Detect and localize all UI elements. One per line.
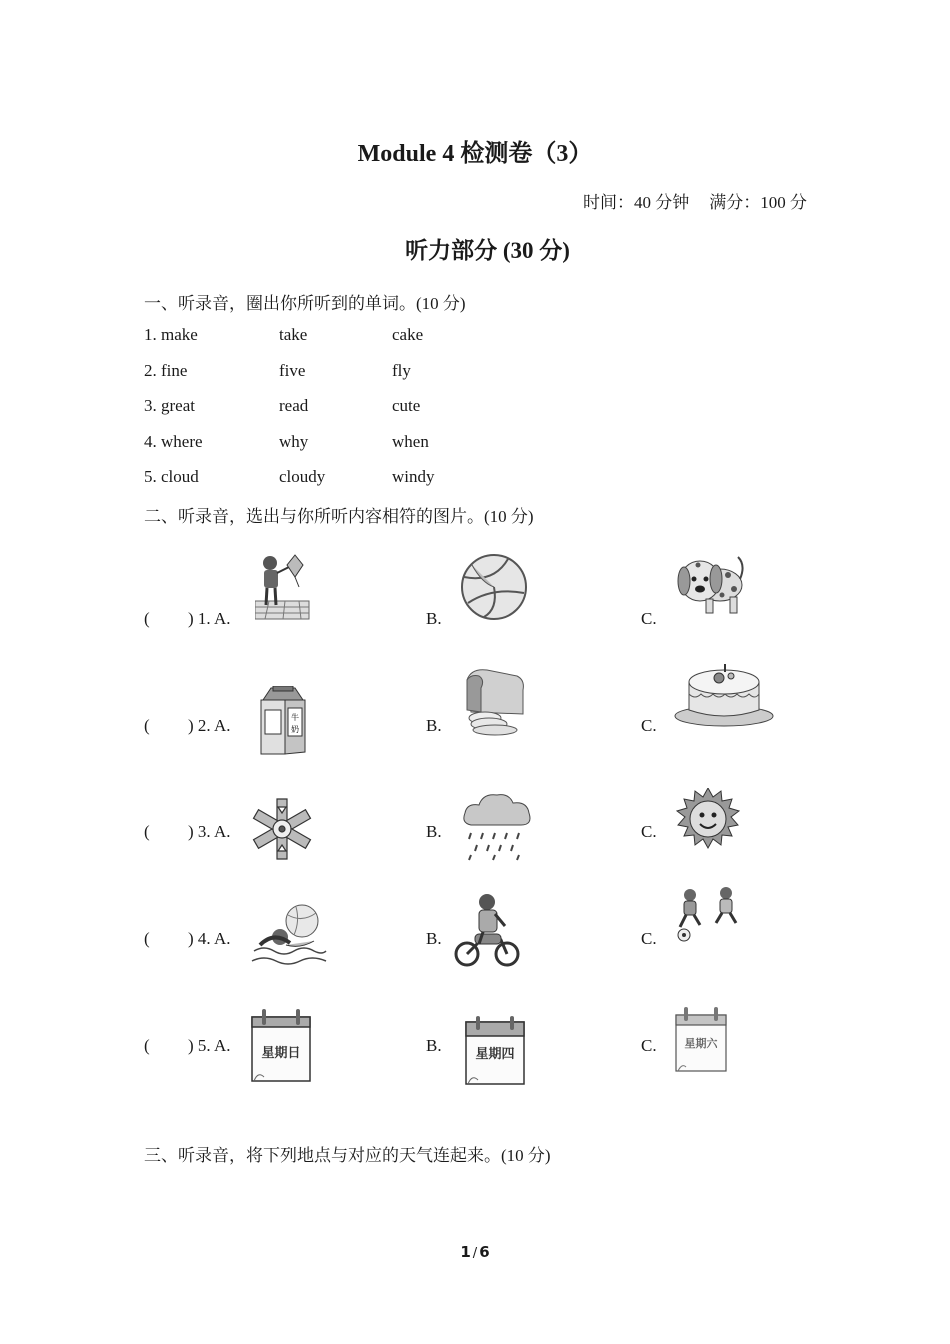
calendar-saturday-image [674, 1007, 728, 1073]
option-c-label: C. [641, 609, 657, 628]
birthday-cake-image [673, 660, 775, 728]
boy-on-motorbike-image [451, 892, 521, 968]
section-title: 听力部分 (30 分) [405, 238, 570, 263]
answer-bracket[interactable]: ( [144, 822, 150, 841]
calendar-label: 星期四 [475, 1047, 515, 1062]
q2-item-5: ( ) 5. A. [144, 1036, 231, 1055]
q1-word: 1. make [144, 325, 198, 344]
q2-item-1: ( ) 1. A. [144, 609, 231, 628]
q2-item-4: ( ) 4. A. [144, 929, 231, 948]
answer-bracket[interactable]: ( [144, 716, 150, 735]
milk-label-bottom: 奶 [291, 725, 299, 734]
total-pages: 6 [479, 1243, 490, 1261]
q1-word: windy [392, 467, 435, 486]
q3-heading: 三、听录音，将下列地点与对应的天气连起来。(10 分) [144, 1146, 551, 1165]
q1-word: fly [392, 361, 411, 380]
calendar-label: 星期六 [684, 1037, 718, 1050]
calendar-thursday-image [464, 1016, 526, 1086]
calendar-label: 星期日 [261, 1046, 301, 1061]
option-b-label: B. [426, 822, 442, 841]
q1-word: read [279, 396, 309, 415]
q2-item-2: ( ) 2. A. [144, 716, 231, 735]
q1-heading: 一、听录音，圈出你所听到的单词。(10 分) [144, 294, 466, 313]
page-number [0, 1243, 950, 1261]
q1-word: cake [392, 325, 424, 344]
swimming-boy-image [250, 901, 328, 971]
q2-heading: 二、听录音，选出与你所听内容相符的图片。(10 分) [144, 507, 534, 526]
q1-word: five [279, 361, 306, 380]
option-b-label: B. [426, 1036, 442, 1055]
calendar-sunday-image [250, 1007, 312, 1083]
page-separator: / [472, 1246, 478, 1261]
exam-meta [583, 188, 807, 213]
option-b-label: B. [426, 716, 442, 735]
q1-word: why [279, 432, 309, 451]
kite-child-image [255, 553, 311, 621]
q1-word: cute [392, 396, 421, 415]
milk-label-top: 牛 [291, 713, 299, 722]
q1-word: 4. where [144, 432, 203, 451]
option-c-label: C. [641, 822, 657, 841]
volleyball-image [458, 553, 530, 621]
current-page: 1 [460, 1243, 471, 1261]
q1-word: 2. fine [144, 361, 188, 380]
option-b-label: B. [426, 609, 442, 628]
q1-word: cloudy [279, 467, 326, 486]
kids-playing-football-image [672, 883, 744, 943]
answer-bracket[interactable]: ( [144, 1036, 150, 1055]
q1-word: 3. great [144, 396, 195, 415]
q1-word: 5. cloud [144, 467, 199, 486]
milk-carton-image [257, 686, 309, 756]
page-title: Module 4 检测卷（3） [357, 141, 593, 167]
option-c-label: C. [641, 929, 657, 948]
q1-word: when [392, 432, 429, 451]
q2-item-3: ( ) 3. A. [144, 822, 231, 841]
snowflake-image [250, 796, 314, 862]
option-c-label: C. [641, 716, 657, 735]
full-score: 满分：100 分 [709, 193, 807, 212]
answer-bracket[interactable]: ( [144, 609, 150, 628]
option-b-label: B. [426, 929, 442, 948]
answer-bracket[interactable]: ( [144, 929, 150, 948]
rain-cloud-image [461, 789, 533, 861]
option-c-label: C. [641, 1036, 657, 1055]
smiling-sun-image [674, 788, 742, 850]
bread-loaf-image [459, 666, 527, 736]
time-limit: 时间：40 分钟 [583, 193, 690, 212]
q1-word: take [279, 325, 308, 344]
spotted-dog-image [672, 545, 746, 621]
